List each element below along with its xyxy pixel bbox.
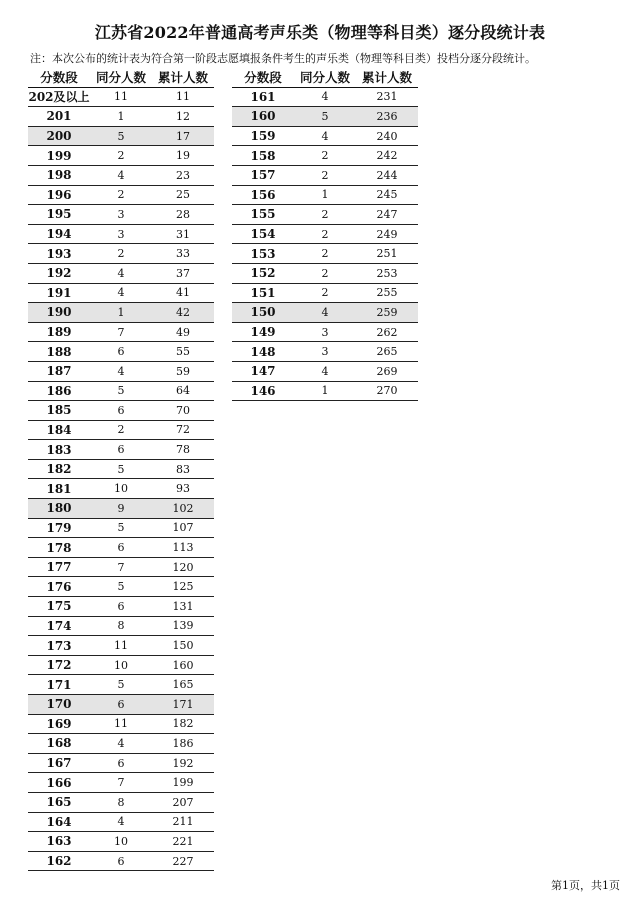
- cumulative-cell: 25: [152, 185, 214, 205]
- same-count-cell: 4: [90, 734, 152, 754]
- table-row: [28, 440, 214, 460]
- cumulative-cell: 41: [152, 283, 214, 303]
- cumulative-cell: 245: [356, 185, 418, 205]
- table-row: [28, 303, 214, 323]
- score-cell: 163: [28, 832, 90, 852]
- same-count-cell: 4: [90, 263, 152, 283]
- cumulative-cell: 83: [152, 459, 214, 479]
- same-count-cell: 4: [294, 361, 356, 381]
- same-count-cell: 3: [294, 322, 356, 342]
- same-count-cell: 2: [294, 283, 356, 303]
- table-row: [28, 616, 214, 636]
- table-row: [232, 146, 418, 166]
- same-count-cell: 5: [90, 675, 152, 695]
- cumulative-cell: 265: [356, 342, 418, 362]
- table-row: [28, 361, 214, 381]
- same-count-cell: 2: [90, 146, 152, 166]
- table-row: [232, 107, 418, 127]
- score-cell: 178: [28, 538, 90, 558]
- same-count-cell: 1: [90, 107, 152, 127]
- score-cell: 200: [28, 126, 90, 146]
- cumulative-cell: 227: [152, 851, 214, 871]
- same-count-cell: 2: [90, 420, 152, 440]
- cumulative-cell: 171: [152, 695, 214, 715]
- score-cell: 193: [28, 244, 90, 264]
- score-cell: 165: [28, 792, 90, 812]
- same-count-cell: 1: [294, 381, 356, 401]
- table-row: [28, 420, 214, 440]
- table-row: [28, 577, 214, 597]
- score-cell: 190: [28, 303, 90, 323]
- same-count-cell: 6: [90, 851, 152, 871]
- score-cell: 157: [232, 165, 294, 185]
- same-count-cell: 3: [90, 224, 152, 244]
- same-count-cell: 3: [90, 205, 152, 225]
- same-count-cell: 4: [90, 283, 152, 303]
- score-cell: 150: [232, 303, 294, 323]
- table-row: [28, 538, 214, 558]
- score-cell: 173: [28, 636, 90, 656]
- cumulative-cell: 242: [356, 146, 418, 166]
- same-count-cell: 6: [90, 597, 152, 617]
- same-count-cell: 2: [294, 146, 356, 166]
- score-cell: 179: [28, 518, 90, 538]
- score-cell: 174: [28, 616, 90, 636]
- cumulative-cell: 259: [356, 303, 418, 323]
- table-row: [28, 636, 214, 656]
- table-row: [232, 361, 418, 381]
- score-cell: 181: [28, 479, 90, 499]
- table-row: [28, 146, 214, 166]
- cumulative-cell: 33: [152, 244, 214, 264]
- header-same-count: 同分人数: [90, 68, 152, 87]
- score-cell: 191: [28, 283, 90, 303]
- cumulative-cell: 42: [152, 303, 214, 323]
- header-cumulative: 累计人数: [152, 68, 214, 87]
- cumulative-cell: 78: [152, 440, 214, 460]
- same-count-cell: 2: [90, 185, 152, 205]
- same-count-cell: 1: [294, 185, 356, 205]
- same-count-cell: 8: [90, 616, 152, 636]
- table-row: [28, 675, 214, 695]
- score-cell: 156: [232, 185, 294, 205]
- cumulative-cell: 262: [356, 322, 418, 342]
- score-cell: 161: [232, 87, 294, 107]
- table-row: [28, 283, 214, 303]
- cumulative-cell: 182: [152, 714, 214, 734]
- table-row: [232, 224, 418, 244]
- score-cell: 148: [232, 342, 294, 362]
- same-count-cell: 6: [90, 401, 152, 421]
- score-cell: 146: [232, 381, 294, 401]
- score-cell: 187: [28, 361, 90, 381]
- cumulative-cell: 93: [152, 479, 214, 499]
- cumulative-cell: 211: [152, 812, 214, 832]
- same-count-cell: 4: [90, 165, 152, 185]
- table-row: [232, 303, 418, 323]
- cumulative-cell: 199: [152, 773, 214, 793]
- cumulative-cell: 221: [152, 832, 214, 852]
- table-row: [28, 165, 214, 185]
- score-cell: 192: [28, 263, 90, 283]
- table-row: [28, 126, 214, 146]
- score-cell: 176: [28, 577, 90, 597]
- table-row: [28, 87, 214, 107]
- score-cell: 147: [232, 361, 294, 381]
- same-count-cell: 5: [90, 381, 152, 401]
- same-count-cell: 4: [294, 126, 356, 146]
- score-cell: 151: [232, 283, 294, 303]
- table-row: [28, 812, 214, 832]
- cumulative-cell: 59: [152, 361, 214, 381]
- cumulative-cell: 249: [356, 224, 418, 244]
- table-body-left: [28, 87, 214, 871]
- table-row: [28, 459, 214, 479]
- same-count-cell: 4: [294, 303, 356, 323]
- table-row: [28, 224, 214, 244]
- cumulative-cell: 131: [152, 597, 214, 617]
- cumulative-cell: 70: [152, 401, 214, 421]
- header-cumulative: 累计人数: [356, 68, 418, 87]
- score-cell: 171: [28, 675, 90, 695]
- same-count-cell: 3: [294, 342, 356, 362]
- same-count-cell: 6: [90, 440, 152, 460]
- score-cell: 195: [28, 205, 90, 225]
- score-cell: 202及以上: [28, 87, 90, 107]
- table-row: [28, 734, 214, 754]
- same-count-cell: 11: [90, 714, 152, 734]
- cumulative-cell: 113: [152, 538, 214, 558]
- header-score: 分数段: [28, 68, 90, 87]
- same-count-cell: 6: [90, 695, 152, 715]
- table-row: [28, 107, 214, 127]
- same-count-cell: 5: [90, 577, 152, 597]
- table-row: [28, 263, 214, 283]
- same-count-cell: 9: [90, 499, 152, 519]
- same-count-cell: 2: [294, 244, 356, 264]
- cumulative-cell: 12: [152, 107, 214, 127]
- table-row: [28, 655, 214, 675]
- same-count-cell: 6: [90, 753, 152, 773]
- table-row: [28, 753, 214, 773]
- score-cell: 162: [28, 851, 90, 871]
- cumulative-cell: 192: [152, 753, 214, 773]
- score-cell: 164: [28, 812, 90, 832]
- same-count-cell: 11: [90, 636, 152, 656]
- page-footer: 第1页，共1页: [551, 879, 620, 892]
- same-count-cell: 8: [90, 792, 152, 812]
- score-cell: 170: [28, 695, 90, 715]
- table-row: [28, 185, 214, 205]
- table-body-right: [232, 87, 418, 401]
- cumulative-cell: 186: [152, 734, 214, 754]
- score-table-right: [232, 68, 418, 401]
- cumulative-cell: 31: [152, 224, 214, 244]
- same-count-cell: 5: [294, 107, 356, 127]
- score-cell: 186: [28, 381, 90, 401]
- same-count-cell: 4: [90, 812, 152, 832]
- cumulative-cell: 207: [152, 792, 214, 812]
- score-cell: 180: [28, 499, 90, 519]
- same-count-cell: 5: [90, 126, 152, 146]
- score-cell: 183: [28, 440, 90, 460]
- score-cell: 154: [232, 224, 294, 244]
- score-cell: 160: [232, 107, 294, 127]
- score-cell: 153: [232, 244, 294, 264]
- score-cell: 155: [232, 205, 294, 225]
- cumulative-cell: 64: [152, 381, 214, 401]
- cumulative-cell: 19: [152, 146, 214, 166]
- score-cell: 175: [28, 597, 90, 617]
- table-row: [232, 185, 418, 205]
- note-text: 注：本次公布的统计表为符合第一阶段志愿填报条件考生的声乐类（物理等科目类）投档分逐分段统计。: [30, 52, 536, 65]
- table-row: [28, 773, 214, 793]
- cumulative-cell: 17: [152, 126, 214, 146]
- cumulative-cell: 107: [152, 518, 214, 538]
- cumulative-cell: 251: [356, 244, 418, 264]
- score-cell: 168: [28, 734, 90, 754]
- cumulative-cell: 55: [152, 342, 214, 362]
- score-cell: 184: [28, 420, 90, 440]
- score-cell: 172: [28, 655, 90, 675]
- score-cell: 199: [28, 146, 90, 166]
- same-count-cell: 5: [90, 459, 152, 479]
- score-cell: 169: [28, 714, 90, 734]
- table-row: [28, 695, 214, 715]
- same-count-cell: 2: [90, 244, 152, 264]
- header-same-count: 同分人数: [294, 68, 356, 87]
- cumulative-cell: 236: [356, 107, 418, 127]
- same-count-cell: 6: [90, 342, 152, 362]
- score-cell: 185: [28, 401, 90, 421]
- score-cell: 167: [28, 753, 90, 773]
- table-row: [232, 165, 418, 185]
- table-row: [28, 381, 214, 401]
- score-cell: 198: [28, 165, 90, 185]
- table-row: [28, 499, 214, 519]
- table-row: [28, 322, 214, 342]
- table-row: [28, 518, 214, 538]
- same-count-cell: 2: [294, 263, 356, 283]
- same-count-cell: 11: [90, 87, 152, 107]
- cumulative-cell: 165: [152, 675, 214, 695]
- cumulative-cell: 120: [152, 557, 214, 577]
- table-header-row: [232, 68, 418, 87]
- same-count-cell: 7: [90, 773, 152, 793]
- table-row: [232, 263, 418, 283]
- header-score: 分数段: [232, 68, 294, 87]
- cumulative-cell: 231: [356, 87, 418, 107]
- same-count-cell: 10: [90, 655, 152, 675]
- score-cell: 182: [28, 459, 90, 479]
- cumulative-cell: 255: [356, 283, 418, 303]
- same-count-cell: 7: [90, 322, 152, 342]
- score-cell: 201: [28, 107, 90, 127]
- table-row: [28, 557, 214, 577]
- cumulative-cell: 11: [152, 87, 214, 107]
- same-count-cell: 4: [294, 87, 356, 107]
- table-row: [28, 342, 214, 362]
- cumulative-cell: 125: [152, 577, 214, 597]
- score-cell: 177: [28, 557, 90, 577]
- cumulative-cell: 28: [152, 205, 214, 225]
- score-table-left: [28, 68, 214, 871]
- table-row: [232, 342, 418, 362]
- table-row: [232, 322, 418, 342]
- table-header-row: [28, 68, 214, 87]
- cumulative-cell: 244: [356, 165, 418, 185]
- cumulative-cell: 253: [356, 263, 418, 283]
- table-row: [28, 792, 214, 812]
- score-cell: 194: [28, 224, 90, 244]
- cumulative-cell: 37: [152, 263, 214, 283]
- same-count-cell: 2: [294, 224, 356, 244]
- table-row: [232, 126, 418, 146]
- cumulative-cell: 160: [152, 655, 214, 675]
- table-row: [232, 87, 418, 107]
- same-count-cell: 10: [90, 832, 152, 852]
- cumulative-cell: 270: [356, 381, 418, 401]
- table-row: [232, 244, 418, 264]
- table-row: [28, 832, 214, 852]
- score-cell: 149: [232, 322, 294, 342]
- same-count-cell: 7: [90, 557, 152, 577]
- table-row: [28, 244, 214, 264]
- same-count-cell: 6: [90, 538, 152, 558]
- page-title: 江苏省2022年普通高考声乐类（物理等科目类）逐分段统计表: [94, 23, 546, 42]
- same-count-cell: 10: [90, 479, 152, 499]
- table-row: [28, 205, 214, 225]
- cumulative-cell: 247: [356, 205, 418, 225]
- same-count-cell: 1: [90, 303, 152, 323]
- score-cell: 166: [28, 773, 90, 793]
- cumulative-cell: 269: [356, 361, 418, 381]
- cumulative-cell: 139: [152, 616, 214, 636]
- table-row: [28, 401, 214, 421]
- cumulative-cell: 240: [356, 126, 418, 146]
- table-row: [232, 283, 418, 303]
- cumulative-cell: 150: [152, 636, 214, 656]
- score-cell: 196: [28, 185, 90, 205]
- same-count-cell: 2: [294, 165, 356, 185]
- table-row: [28, 479, 214, 499]
- cumulative-cell: 72: [152, 420, 214, 440]
- score-cell: 159: [232, 126, 294, 146]
- cumulative-cell: 49: [152, 322, 214, 342]
- same-count-cell: 2: [294, 205, 356, 225]
- cumulative-cell: 102: [152, 499, 214, 519]
- score-cell: 188: [28, 342, 90, 362]
- score-cell: 152: [232, 263, 294, 283]
- same-count-cell: 5: [90, 518, 152, 538]
- table-row: [28, 851, 214, 871]
- table-row: [28, 714, 214, 734]
- score-cell: 158: [232, 146, 294, 166]
- score-cell: 189: [28, 322, 90, 342]
- table-row: [28, 597, 214, 617]
- table-row: [232, 205, 418, 225]
- table-row: [232, 381, 418, 401]
- same-count-cell: 4: [90, 361, 152, 381]
- cumulative-cell: 23: [152, 165, 214, 185]
